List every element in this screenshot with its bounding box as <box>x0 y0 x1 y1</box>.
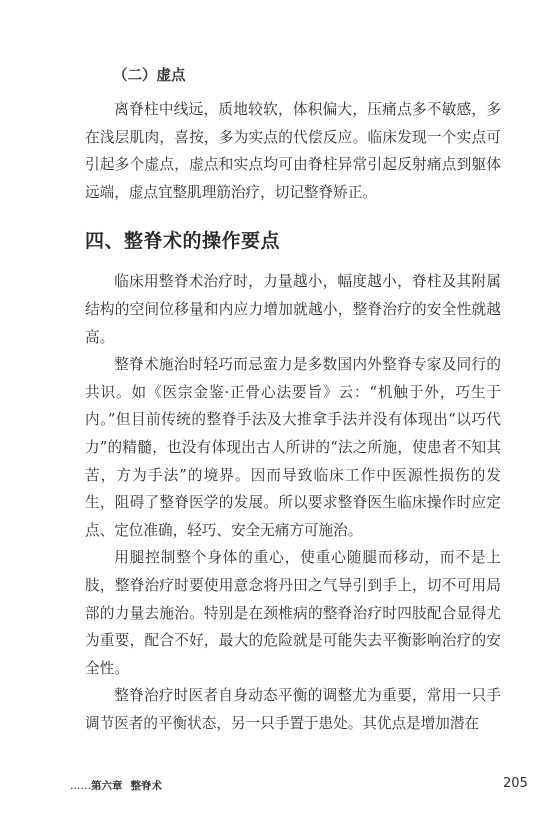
footer-dots: …… <box>70 780 91 792</box>
running-footer <box>70 778 162 793</box>
paragraph-1: 临床用整脊术治疗时，力量越小，幅度越小，脊柱及其附属结构的空间位移量和内应力增加就越小，整脊治疗的安全性就越高。 <box>85 273 501 346</box>
page-body <box>85 62 501 737</box>
subheading-virtual-point: （二）虚点 <box>113 68 186 84</box>
footer-chapter-name: 整脊术 <box>130 780 162 792</box>
section-heading: 四、整脊术的操作要点 <box>85 230 281 253</box>
page-number: 205 <box>503 776 528 791</box>
footer-chapter: 第六章 <box>91 780 123 792</box>
paragraph-2: 整脊术施治时轻巧而忌蛮力是多数国内外整脊专家及同行的共识。如《医宗金鉴·正骨心法要旨》云：“机触于外，巧生于内。”但目前传统的整脊手法及大推拿手法并没有体现出“以巧代力”的精髓，也没有体现出古人所讲的“法之所施，使患者不知其苦，方为手法”的境界。因而导致临床工作中医源性损伤的发生，阻碍了整脊医学的发展。所以要求整脊医生临床操作时应定点、定位准确，轻巧、安全无痛方可施治。 <box>85 356 501 539</box>
paragraph-4: 整脊治疗时医者自身动态平衡的调整尤为重要，常用一只手调节医者的平衡状态，另一只手置于患处。其优点是增加潜在 <box>85 687 501 732</box>
paragraph-virtual-point: 离脊柱中线远，质地较软，体积偏大，压痛点多不敏感，多在浅层肌肉，喜按，多为实点的代偿反应。临床发现一个实点可引起多个虚点，虚点和实点均可由脊柱异常引起反射痛点到躯体远端，虚点宜整肌理筋治疗，切记整脊矫正。 <box>85 101 501 201</box>
paragraph-3: 用腿控制整个身体的重心，使重心随腿而移动，而不是上肢，整脊治疗时要使用意念将丹田之气导引到手上，切不可用局部的力量去施治。特别是在颈椎病的整脊治疗时四肢配合显得尤为重要，配合不好，最大的危险就是可能失去平衡影响治疗的安全性。 <box>85 549 501 677</box>
